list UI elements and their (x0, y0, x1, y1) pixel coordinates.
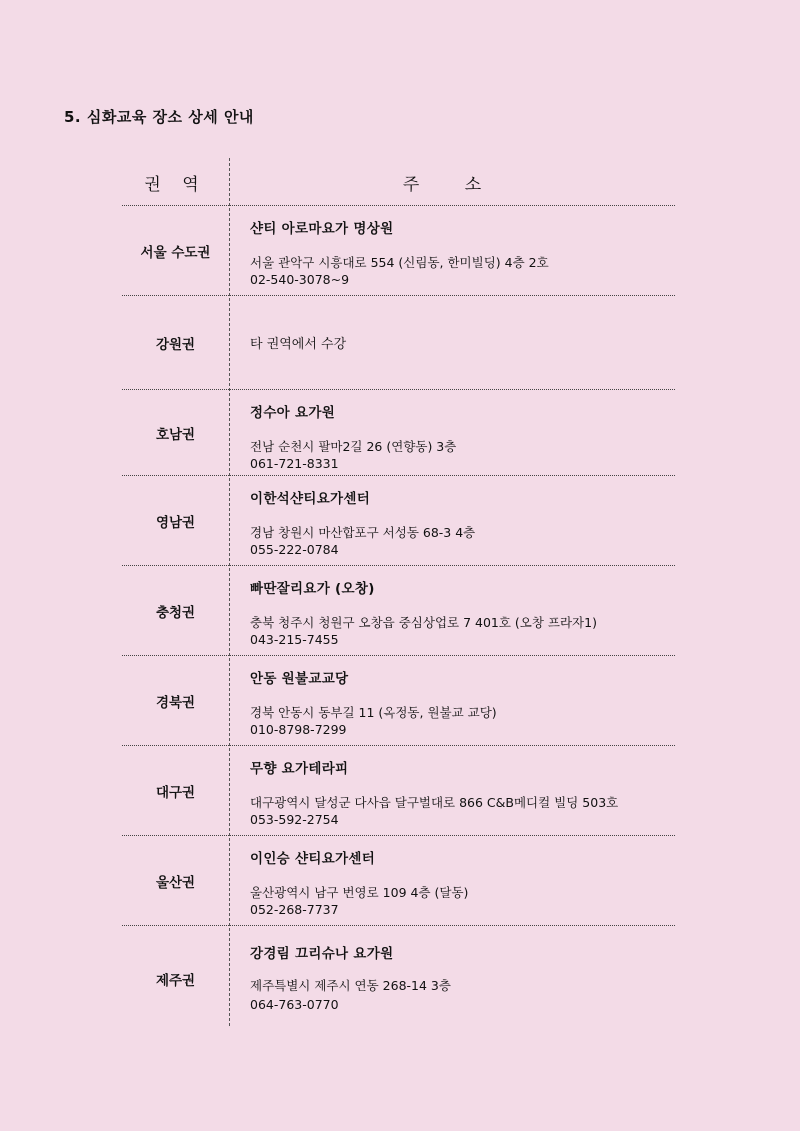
region-label: 호남권 (155, 426, 196, 443)
table-row (122, 476, 675, 566)
region-label: 제주권 (155, 973, 196, 989)
table-header (122, 158, 675, 206)
address-cell (250, 296, 675, 389)
table-row (122, 656, 675, 746)
street-address: 서울 관악구 시흥대로 554 (신림동, 한미빌딩) 4층 2호 (250, 255, 549, 270)
phone-number: 043-215-7455 (250, 632, 339, 647)
place-name: 빠딴잘리요가 (오창) (250, 581, 375, 597)
street-address: 경북 안동시 동부길 11 (옥정동, 원불교 교당) (250, 705, 497, 720)
address-cell (250, 206, 675, 295)
region-label: 경북권 (155, 694, 196, 711)
address-cell (250, 926, 675, 1032)
place-name: 무향 요가테라피 (250, 761, 349, 777)
street-address: 충북 청주시 청원구 오창읍 중심상업로 7 401호 (오창 프라자1) (250, 615, 597, 630)
street-address: 울산광역시 남구 번영로 109 4층 (달동) (250, 885, 469, 900)
place-name: 강경림 끄리슈나 요가원 (250, 946, 394, 962)
address-cell (250, 656, 675, 745)
street-address: 제주특별시 제주시 연동 268-14 3층 (250, 978, 451, 993)
region-label: 영남권 (155, 514, 196, 531)
address-cell (250, 390, 675, 475)
place-name: 안동 원불교교당 (250, 671, 349, 687)
location-table (122, 158, 675, 1032)
region-label: 서울 수도권 (140, 244, 211, 261)
street-address: 경남 창원시 마산합포구 서성동 68-3 4층 (250, 525, 476, 540)
region-label: 울산권 (155, 874, 196, 891)
note-text: 타 권역에서 수강 (250, 337, 347, 352)
phone-number: 064-763-0770 (250, 997, 339, 1012)
table-row (122, 926, 675, 1032)
place-name: 이인승 샨티요가센터 (250, 851, 376, 867)
place-name: 정수아 요가원 (250, 405, 336, 421)
street-address: 대구광역시 달성군 다사읍 달구벌대로 866 C&B메디컬 빌딩 503호 (250, 795, 619, 810)
region-label: 강원권 (155, 336, 196, 353)
phone-number: 053-592-2754 (250, 812, 339, 827)
address-cell (250, 746, 675, 835)
place-name: 샨티 아로마요가 명상원 (250, 221, 394, 237)
table-row (122, 566, 675, 656)
header-address: 주 소 (402, 175, 502, 195)
street-address: 전남 순천시 팔마2길 26 (연향동) 3층 (250, 439, 457, 454)
header-region: 권 역 (144, 175, 207, 195)
table-row (122, 206, 675, 296)
address-cell (250, 836, 675, 925)
table-row (122, 746, 675, 836)
phone-number: 02-540-3078~9 (250, 272, 350, 287)
table-row (122, 836, 675, 926)
address-cell (250, 566, 675, 655)
phone-number: 010-8798-7299 (250, 722, 347, 737)
phone-number: 052-268-7737 (250, 902, 339, 917)
table-row (122, 390, 675, 476)
region-label: 대구권 (155, 784, 196, 801)
table-row (122, 296, 675, 390)
phone-number: 055-222-0784 (250, 542, 339, 557)
phone-number: 061-721-8331 (250, 456, 339, 471)
place-name: 이한석샨티요가센터 (250, 491, 371, 507)
address-cell (250, 476, 675, 565)
page-title: 5. 심화교육 장소 상세 안내 (64, 108, 254, 126)
region-label: 충청권 (155, 604, 196, 621)
